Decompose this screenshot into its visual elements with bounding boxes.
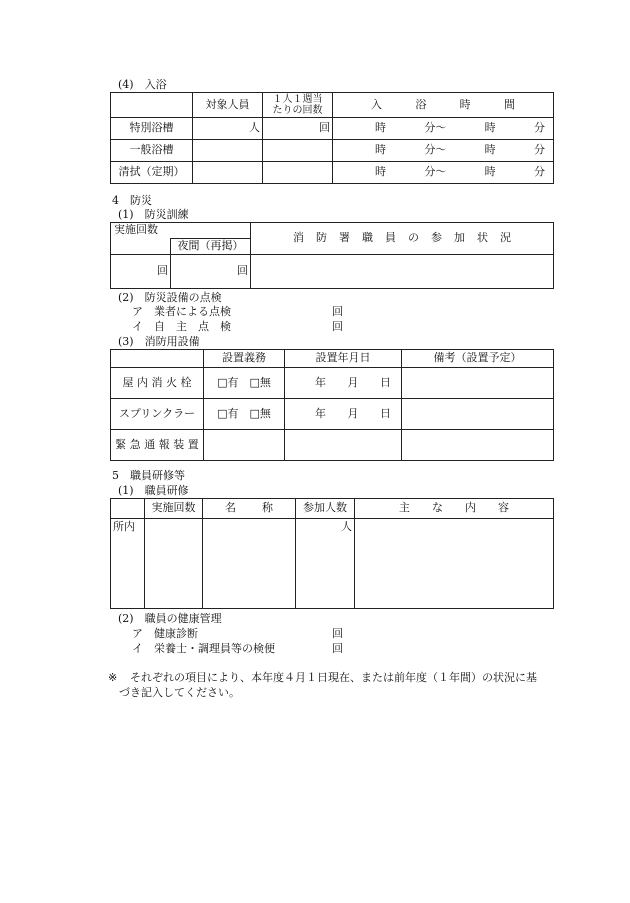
equipment-header-duty: 設置義務: [204, 350, 285, 368]
equipment-date-input[interactable]: [285, 430, 402, 461]
bath-header-time: 入 浴 時 間: [333, 93, 554, 118]
training-heading: 5 職員研修等: [112, 469, 185, 482]
bath-heading: (4) 入浴: [118, 78, 167, 91]
equipment-date-input[interactable]: 年 月 日: [285, 399, 402, 430]
drill-fire-label: 消 防 署 職 員 の 参 加 状 況: [251, 223, 554, 255]
bath-target-input[interactable]: 人: [193, 118, 263, 140]
stool-test-label: イ 栄養士・調理員等の検便: [132, 642, 275, 655]
bath-row: 特別浴槽 人 回 時 分～ 時 分: [111, 118, 554, 140]
health-heading: (2) 職員の健康管理: [118, 612, 222, 625]
drill-fire-input[interactable]: [251, 255, 554, 289]
training-header-blank: [111, 499, 145, 519]
equipment-header-date: 設置年月日: [285, 350, 402, 368]
stool-test-unit: 回: [332, 642, 343, 655]
inspection-vendor-unit: 回: [332, 305, 343, 318]
bath-row: 清拭（定期） 時 分～ 時 分: [111, 162, 554, 184]
drill-heading: (1) 防災訓練: [118, 208, 189, 221]
training-count-input[interactable]: [145, 519, 203, 609]
inspection-vendor-label: ア 業者による点検: [132, 305, 231, 318]
bath-time-input[interactable]: 時 分～ 時 分: [333, 162, 554, 184]
bath-table: [110, 92, 554, 184]
drill-count-label: 実施回数: [111, 223, 251, 239]
note-line2: づき記入してください。: [119, 686, 240, 699]
bath-header-target: 対象人員: [193, 93, 263, 118]
bath-weekly-input[interactable]: [263, 162, 333, 184]
bath-target-input[interactable]: [193, 140, 263, 162]
bath-time-input[interactable]: 時 分～ 時 分: [333, 140, 554, 162]
drill-night-input[interactable]: 回: [171, 255, 251, 289]
bath-row: 一般浴槽 時 分～ 時 分: [111, 140, 554, 162]
bath-target-input[interactable]: [193, 162, 263, 184]
drill-count-input[interactable]: 回: [111, 255, 171, 289]
note-line1: それぞれの項目により、本年度４月１日現在、または前年度（１年間）の状況に基: [130, 671, 537, 684]
disaster-heading: 4 防災: [112, 194, 152, 207]
equipment-table: [110, 349, 554, 461]
table-row: [111, 519, 554, 609]
drill-table: [110, 222, 554, 289]
training-header-participants: 参加人数: [296, 499, 355, 519]
equipment-row: 屋 内 消 火 栓 □有 □無 年 月 日: [111, 368, 554, 399]
equipment-row: 緊 急 通 報 装 置: [111, 430, 554, 461]
staff-training-table: [110, 498, 554, 609]
bath-time-input[interactable]: 時 分～ 時 分: [333, 118, 554, 140]
bath-weekly-input[interactable]: 回: [263, 118, 333, 140]
equipment-duty-checkbox[interactable]: □有 □無: [204, 368, 285, 399]
equipment-duty-checkbox[interactable]: □有 □無: [204, 399, 285, 430]
drill-count-blank: [111, 239, 171, 255]
equipment-header-note: 備考（設置予定）: [402, 350, 554, 368]
note-mark: ※: [108, 671, 118, 684]
training-header-name: 名 称: [203, 499, 296, 519]
health-checkup-label: ア 健康診断: [132, 627, 198, 640]
training-row-label: 所内: [111, 519, 145, 609]
training-participants-input[interactable]: 人: [296, 519, 355, 609]
equipment-note-input[interactable]: [402, 430, 554, 461]
inspection-self-unit: 回: [332, 320, 343, 333]
equipment-note-input[interactable]: [402, 368, 554, 399]
equipment-duty-checkbox[interactable]: [204, 430, 285, 461]
equipment-heading: (3) 消防用設備: [118, 335, 200, 348]
inspection-self-label: イ 自 主 点 検: [132, 320, 231, 333]
drill-night-label: 夜間（再掲）: [171, 239, 251, 255]
bath-header-blank: [111, 93, 193, 118]
staff-training-heading: (1) 職員研修: [118, 484, 189, 497]
training-header-count: 実施回数: [145, 499, 203, 519]
inspection-heading: (2) 防災設備の点検: [118, 291, 222, 304]
equipment-note-input[interactable]: [402, 399, 554, 430]
equipment-header-blank: [111, 350, 204, 368]
training-content-input[interactable]: [355, 519, 554, 609]
equipment-date-input[interactable]: 年 月 日: [285, 368, 402, 399]
training-name-input[interactable]: [203, 519, 296, 609]
bath-header-weekly: １人１週当 たりの回数: [263, 93, 333, 118]
bath-weekly-input[interactable]: [263, 140, 333, 162]
training-header-content: 主 な 内 容: [355, 499, 554, 519]
health-checkup-unit: 回: [332, 627, 343, 640]
equipment-row: スプリンクラー □有 □無 年 月 日: [111, 399, 554, 430]
